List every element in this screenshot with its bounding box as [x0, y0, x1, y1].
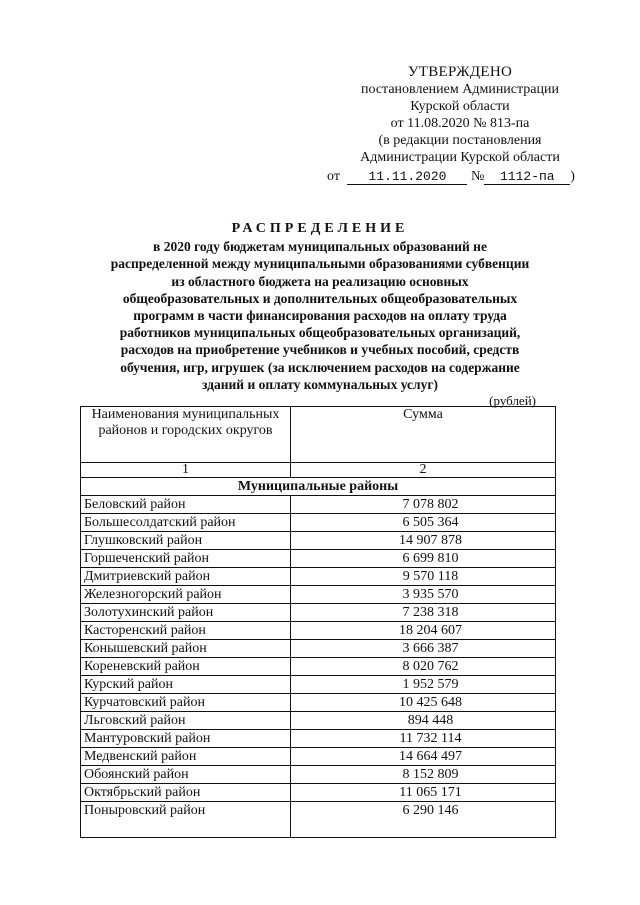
district-name: Касторенский район — [81, 622, 291, 640]
district-amount: 8 152 809 — [291, 766, 556, 784]
table-row — [81, 496, 556, 514]
distribution-table — [80, 406, 556, 838]
district-name: Кореневский район — [81, 658, 291, 676]
district-name: Льговский район — [81, 712, 291, 730]
table-row — [81, 514, 556, 532]
table-row — [81, 550, 556, 568]
district-amount: 11 732 114 — [291, 730, 556, 748]
title-heading: РАСПРЕДЕЛЕНИЕ — [231, 221, 409, 236]
approval-line: постановлением Администрации — [361, 82, 559, 97]
district-amount: 14 907 878 — [291, 532, 556, 550]
table-row — [81, 568, 556, 586]
from-label: от — [327, 169, 340, 184]
title-line: общеобразовательных и дополнительных общеобразовательных — [122, 290, 518, 306]
district-amount: 7 238 318 — [291, 604, 556, 622]
district-amount: 6 290 146 — [291, 802, 556, 838]
title-line: из областного бюджета на реализацию основных — [171, 273, 469, 289]
district-amount: 7 078 802 — [291, 496, 556, 514]
district-amount: 14 664 497 — [291, 748, 556, 766]
district-name: Обоянский район — [81, 766, 291, 784]
district-amount: 6 505 364 — [291, 514, 556, 532]
district-amount: 9 570 118 — [291, 568, 556, 586]
approval-line: Администрации Курской области — [360, 150, 560, 165]
header-amount: Сумма — [291, 407, 556, 463]
district-amount: 6 699 810 — [291, 550, 556, 568]
approval-line: (в редакции постановления — [378, 133, 542, 148]
table-header-row — [81, 407, 556, 463]
district-name: Горшеченский район — [81, 550, 291, 568]
table-body — [81, 496, 556, 838]
district-amount: 3 935 570 — [291, 586, 556, 604]
revision-date: 11.11.2020 — [347, 170, 467, 185]
document-title — [60, 220, 580, 393]
number-label: № — [470, 169, 485, 184]
section-title: Муниципальные районы — [81, 478, 556, 496]
approval-line: Курской области — [410, 99, 510, 114]
table-row — [81, 694, 556, 712]
table-row — [81, 604, 556, 622]
table-row — [81, 586, 556, 604]
district-amount: 10 425 648 — [291, 694, 556, 712]
title-line: расходов на приобретение учебников и учебных пособий, средств — [120, 342, 520, 358]
district-amount: 18 204 607 — [291, 622, 556, 640]
approval-title: УТВЕРЖДЕНО — [407, 64, 513, 80]
column-number-row — [81, 463, 556, 478]
table-row — [81, 766, 556, 784]
table-row — [81, 748, 556, 766]
district-name: Конышевский район — [81, 640, 291, 658]
district-name: Курчатовский район — [81, 694, 291, 712]
district-name: Большесолдатский район — [81, 514, 291, 532]
table-row — [81, 676, 556, 694]
district-name: Глушковский район — [81, 532, 291, 550]
revision-number: 1112-па — [484, 170, 570, 185]
unit-label: (рублей) — [489, 393, 536, 408]
district-amount: 894 448 — [291, 712, 556, 730]
title-line: работников муниципальных общеобразовательных организаций, — [119, 325, 521, 341]
district-name: Мантуровский район — [81, 730, 291, 748]
district-amount: 3 666 387 — [291, 640, 556, 658]
district-amount: 1 952 579 — [291, 676, 556, 694]
district-name: Медвенский район — [81, 748, 291, 766]
title-line: программ в части финансирования расходов на оплату труда — [133, 308, 507, 324]
header-names: Наименования муниципальных районов и городских округов — [81, 407, 291, 463]
table-row — [81, 640, 556, 658]
title-line: зданий и оплату коммунальных услуг) — [201, 376, 439, 392]
district-name: Курский район — [81, 676, 291, 694]
district-amount: 8 020 762 — [291, 658, 556, 676]
column-number: 1 — [81, 463, 291, 478]
district-name: Беловский район — [81, 496, 291, 514]
table-row — [81, 802, 556, 838]
title-line: обучения, игр, игрушек (за исключением расходов на содержание — [120, 359, 520, 375]
table-row — [81, 730, 556, 748]
district-name: Дмитриевский район — [81, 568, 291, 586]
table-row — [81, 622, 556, 640]
title-line: в 2020 году бюджетам муниципальных образований не — [153, 239, 487, 255]
table-row — [81, 784, 556, 802]
district-name: Поныровский район — [81, 802, 291, 838]
table-row — [81, 658, 556, 676]
revision-number-line — [327, 168, 597, 185]
title-line: распределенной между муниципальными образованиями субвенции — [110, 256, 530, 272]
section-row — [81, 478, 556, 496]
table-row — [81, 532, 556, 550]
district-name: Октябрьский район — [81, 784, 291, 802]
district-name: Железногорский район — [81, 586, 291, 604]
district-amount: 11 065 171 — [291, 784, 556, 802]
approval-stamp — [327, 64, 590, 184]
close-paren: ) — [570, 169, 575, 184]
table-row — [81, 712, 556, 730]
approval-line: от 11.08.2020 № 813-па — [390, 116, 530, 131]
column-number: 2 — [291, 463, 556, 478]
district-name: Золотухинский район — [81, 604, 291, 622]
